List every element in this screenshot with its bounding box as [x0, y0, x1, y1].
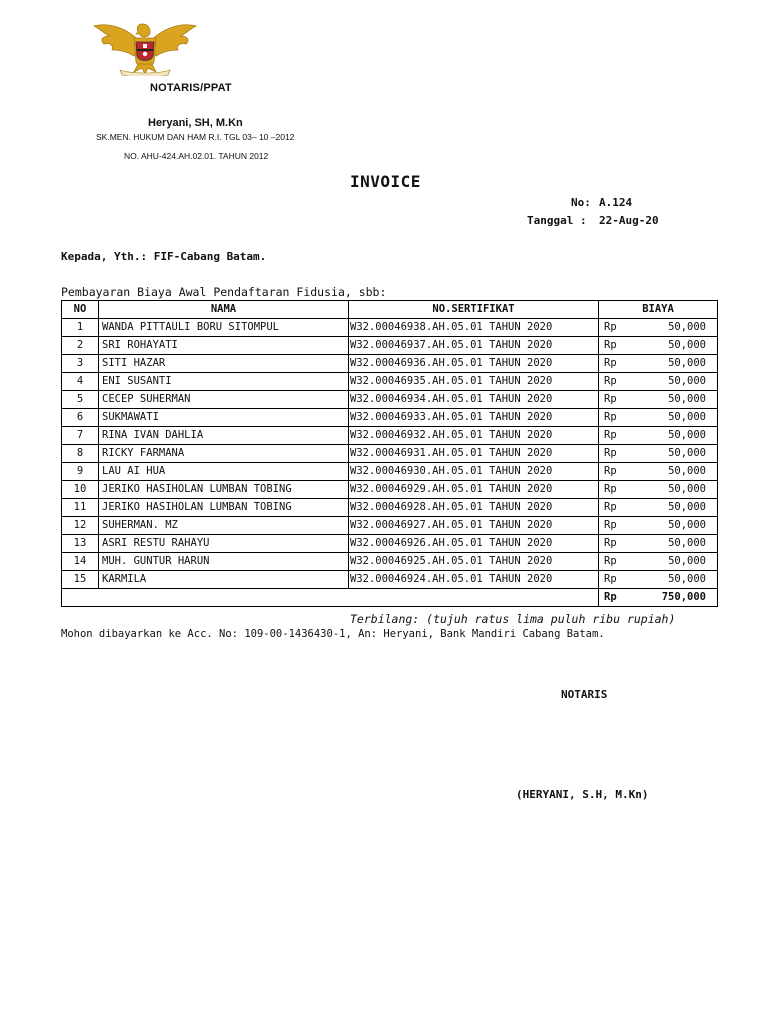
row-amount: 50,000: [668, 339, 706, 351]
row-number: 9: [62, 463, 99, 481]
total-spacer: [62, 589, 599, 607]
row-name: SITI HAZAR: [99, 355, 349, 373]
row-name: ENI SUSANTI: [99, 373, 349, 391]
signature-role: NOTARIS: [561, 688, 608, 701]
row-amount: 50,000: [668, 321, 706, 333]
row-name: LAU AI HUA: [99, 463, 349, 481]
row-certificate: W32.00046929.AH.05.01 TAHUN 2020: [349, 481, 599, 499]
row-fee: [599, 517, 718, 535]
row-currency: Rp: [604, 519, 617, 531]
row-number: 2: [62, 337, 99, 355]
row-certificate: W32.00046930.AH.05.01 TAHUN 2020: [349, 463, 599, 481]
row-fee: [599, 535, 718, 553]
row-certificate: W32.00046935.AH.05.01 TAHUN 2020: [349, 373, 599, 391]
row-currency: Rp: [604, 447, 617, 459]
row-certificate: W32.00046931.AH.05.01 TAHUN 2020: [349, 445, 599, 463]
row-fee: [599, 481, 718, 499]
row-currency: Rp: [604, 429, 617, 441]
invoice-date-value: 22-Aug-20: [599, 214, 659, 227]
invoice-number-value: A.124: [599, 196, 633, 209]
row-number: 12: [62, 517, 99, 535]
row-currency: Rp: [604, 555, 617, 567]
table-row: [62, 499, 718, 517]
recipient-line: Kepada, Yth.: FIF-Cabang Batam.: [61, 250, 267, 263]
row-number: 6: [62, 409, 99, 427]
row-certificate: W32.00046934.AH.05.01 TAHUN 2020: [349, 391, 599, 409]
row-name: SRI ROHAYATI: [99, 337, 349, 355]
total-fee: [599, 589, 718, 607]
row-number: 8: [62, 445, 99, 463]
row-number: 1: [62, 319, 99, 337]
row-currency: Rp: [604, 483, 617, 495]
row-number: 11: [62, 499, 99, 517]
row-fee: [599, 499, 718, 517]
row-amount: 50,000: [668, 483, 706, 495]
garuda-emblem-icon: [92, 20, 198, 76]
row-name: KARMILA: [99, 571, 349, 589]
row-amount: 50,000: [668, 429, 706, 441]
signature-name: (HERYANI, S.H, M.Kn): [516, 788, 649, 801]
table-row: [62, 373, 718, 391]
table-row: [62, 445, 718, 463]
row-currency: Rp: [604, 465, 617, 477]
header-fee: BIAYA: [599, 301, 718, 319]
row-fee: [599, 445, 718, 463]
row-fee: [599, 391, 718, 409]
row-name: MUH. GUNTUR HARUN: [99, 553, 349, 571]
row-fee: [599, 463, 718, 481]
office-title: NOTARIS/PPAT: [150, 82, 232, 94]
row-name: CECEP SUHERMAN: [99, 391, 349, 409]
row-number: 13: [62, 535, 99, 553]
row-certificate: W32.00046924.AH.05.01 TAHUN 2020: [349, 571, 599, 589]
table-row: [62, 517, 718, 535]
row-name: WANDA PITTAULI BORU SITOMPUL: [99, 319, 349, 337]
row-name: RINA IVAN DAHLIA: [99, 427, 349, 445]
total-row: [62, 589, 718, 607]
row-certificate: W32.00046926.AH.05.01 TAHUN 2020: [349, 535, 599, 553]
invoice-title: INVOICE: [350, 172, 421, 191]
table-row: [62, 535, 718, 553]
row-currency: Rp: [604, 321, 617, 333]
payment-instruction: Mohon dibayarkan ke Acc. No: 109-00-1436430-1, An: Heryani, Bank Mandiri Cabang Batam.: [61, 628, 605, 640]
table-header-row: [62, 301, 718, 319]
table-row: [62, 409, 718, 427]
row-amount: 50,000: [668, 447, 706, 459]
table-row: [62, 391, 718, 409]
row-amount: 50,000: [668, 501, 706, 513]
row-currency: Rp: [604, 357, 617, 369]
row-currency: Rp: [604, 537, 617, 549]
invoice-number-label: No:: [571, 196, 591, 209]
row-amount: 50,000: [668, 375, 706, 387]
row-certificate: W32.00046936.AH.05.01 TAHUN 2020: [349, 355, 599, 373]
row-certificate: W32.00046938.AH.05.01 TAHUN 2020: [349, 319, 599, 337]
header-name: NAMA: [99, 301, 349, 319]
row-number: 10: [62, 481, 99, 499]
row-certificate: W32.00046932.AH.05.01 TAHUN 2020: [349, 427, 599, 445]
header-no: NO: [62, 301, 99, 319]
row-name: JERIKO HASIHOLAN LUMBAN TOBING: [99, 481, 349, 499]
table-row: [62, 571, 718, 589]
row-number: 14: [62, 553, 99, 571]
row-certificate: W32.00046933.AH.05.01 TAHUN 2020: [349, 409, 599, 427]
table-row: [62, 319, 718, 337]
row-number: 7: [62, 427, 99, 445]
table-row: [62, 337, 718, 355]
row-amount: 50,000: [668, 519, 706, 531]
row-amount: 50,000: [668, 555, 706, 567]
row-fee: [599, 355, 718, 373]
row-certificate: W32.00046928.AH.05.01 TAHUN 2020: [349, 499, 599, 517]
row-currency: Rp: [604, 501, 617, 513]
total-currency: Rp: [604, 591, 617, 603]
amount-in-words: Terbilang: (tujuh ratus lima puluh ribu rupiah): [350, 612, 676, 626]
row-fee: [599, 571, 718, 589]
header-certificate: NO.SERTIFIKAT: [349, 301, 599, 319]
row-fee: [599, 373, 718, 391]
row-number: 3: [62, 355, 99, 373]
ahu-registration-line: NO. AHU-424.AH.02.01. TAHUN 2012: [124, 151, 269, 161]
row-fee: [599, 553, 718, 571]
total-amount: 750,000: [661, 591, 706, 603]
table-row: [62, 553, 718, 571]
row-amount: 50,000: [668, 573, 706, 585]
row-certificate: W32.00046927.AH.05.01 TAHUN 2020: [349, 517, 599, 535]
table-row: [62, 427, 718, 445]
decree-line: SK.MEN. HUKUM DAN HAM R.I. TGL 03– 10 –2012: [96, 132, 295, 142]
row-name: JERIKO HASIHOLAN LUMBAN TOBING: [99, 499, 349, 517]
row-currency: Rp: [604, 375, 617, 387]
row-currency: Rp: [604, 393, 617, 405]
row-name: SUKMAWATI: [99, 409, 349, 427]
table-row: [62, 355, 718, 373]
row-amount: 50,000: [668, 393, 706, 405]
row-amount: 50,000: [668, 357, 706, 369]
row-name: RICKY FARMANA: [99, 445, 349, 463]
row-currency: Rp: [604, 411, 617, 423]
row-certificate: W32.00046937.AH.05.01 TAHUN 2020: [349, 337, 599, 355]
row-name: SUHERMAN. MZ: [99, 517, 349, 535]
row-number: 15: [62, 571, 99, 589]
row-number: 5: [62, 391, 99, 409]
notary-name: Heryani, SH, M.Kn: [148, 117, 243, 129]
row-amount: 50,000: [668, 465, 706, 477]
table-row: [62, 481, 718, 499]
row-amount: 50,000: [668, 537, 706, 549]
row-amount: 50,000: [668, 411, 706, 423]
row-fee: [599, 427, 718, 445]
invoice-date-label: Tanggal :: [527, 214, 587, 227]
row-fee: [599, 337, 718, 355]
row-fee: [599, 409, 718, 427]
table-row: [62, 463, 718, 481]
fee-table: [61, 300, 718, 607]
row-number: 4: [62, 373, 99, 391]
intro-line: Pembayaran Biaya Awal Pendaftaran Fidusia, sbb:: [61, 285, 387, 299]
row-currency: Rp: [604, 573, 617, 585]
row-name: ASRI RESTU RAHAYU: [99, 535, 349, 553]
row-certificate: W32.00046925.AH.05.01 TAHUN 2020: [349, 553, 599, 571]
row-currency: Rp: [604, 339, 617, 351]
row-fee: [599, 319, 718, 337]
